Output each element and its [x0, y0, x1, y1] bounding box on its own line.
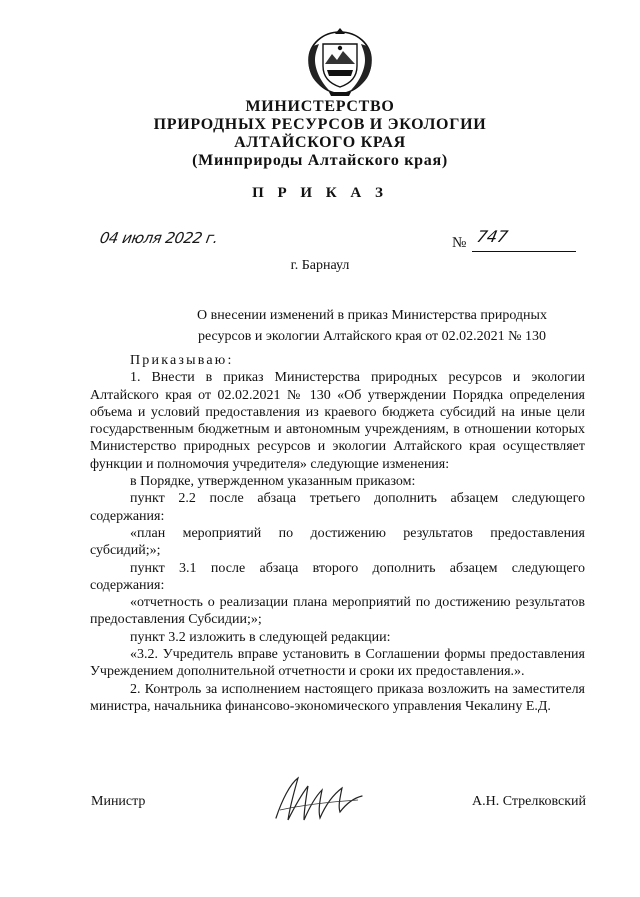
paragraph-9: 2. Контроль за исполнением настоящего приказа возложить на заместителя министра, начальника финансово-экономического управления Чекалину Е.Д. — [90, 681, 585, 714]
signatory-position: Министр — [91, 794, 146, 809]
ministry-name-line3: АЛТАЙСКОГО КРАЯ — [234, 134, 406, 151]
ministry-short-name: (Минприроды Алтайского края) — [192, 152, 448, 169]
handwritten-signature — [268, 770, 368, 830]
paragraph-3: пункт 2.2 после абзаца третьего дополнить абзацем следующего содержания: — [90, 491, 585, 524]
paragraph-4: «план мероприятий по достижению результатов предоставления субсидий;»; — [90, 525, 585, 559]
coat-of-arms-emblem — [299, 24, 381, 100]
signatory-name: А.Н. Стрелковский — [472, 794, 586, 809]
handwritten-number: 747 — [474, 227, 510, 246]
city: г. Барнаул — [290, 258, 350, 273]
ministry-name-line1: МИНИСТЕРСТВО — [245, 98, 395, 115]
orders-word: Приказываю: — [130, 353, 234, 368]
document-subject: О внесении изменений в приказ Министерства природных ресурсов и экологии Алтайского края от 02.02.2021 № 130 — [197, 308, 547, 344]
paragraph-1: 1. Внести в приказ Министерства природных ресурсов и экологии Алтайского края от 02.02.2021 № 130 «Об утверждении Порядка определения объема и условий предоставления из краевого бюджета субсидий на иные цели государственным бюджетным и автономным учреждениям, в отношении которых Министерство природных ресурсов и экологии Алтайского края осуществляет функции и полномочия учредителя» следующие изменения: — [90, 370, 585, 472]
paragraph-6: «отчетность о реализации плана мероприятий по достижению результатов предоставления Субсидии;»; — [90, 595, 585, 628]
paragraph-5: пункт 3.1 после абзаца второго дополнить абзацем следующего содержания: — [90, 560, 585, 593]
document-body — [90, 352, 585, 715]
paragraph-2: в Порядке, утвержденном указанным приказом: — [130, 474, 416, 490]
paragraph-7: пункт 3.2 изложить в следующей редакции: — [130, 629, 391, 645]
paragraph-8: «3.2. Учредитель вправе установить в Соглашении формы предоставления Учреждением дополнительной отчетности и сроки их предоставления.». — [90, 647, 585, 680]
number-underline — [472, 251, 576, 252]
number-sign: № — [452, 235, 467, 251]
ministry-name-line2: ПРИРОДНЫХ РЕСУРСОВ И ЭКОЛОГИИ — [153, 116, 487, 133]
handwritten-date: 04 июля 2022 г. — [98, 229, 220, 247]
document-type-title: П Р И К А З — [252, 185, 388, 201]
